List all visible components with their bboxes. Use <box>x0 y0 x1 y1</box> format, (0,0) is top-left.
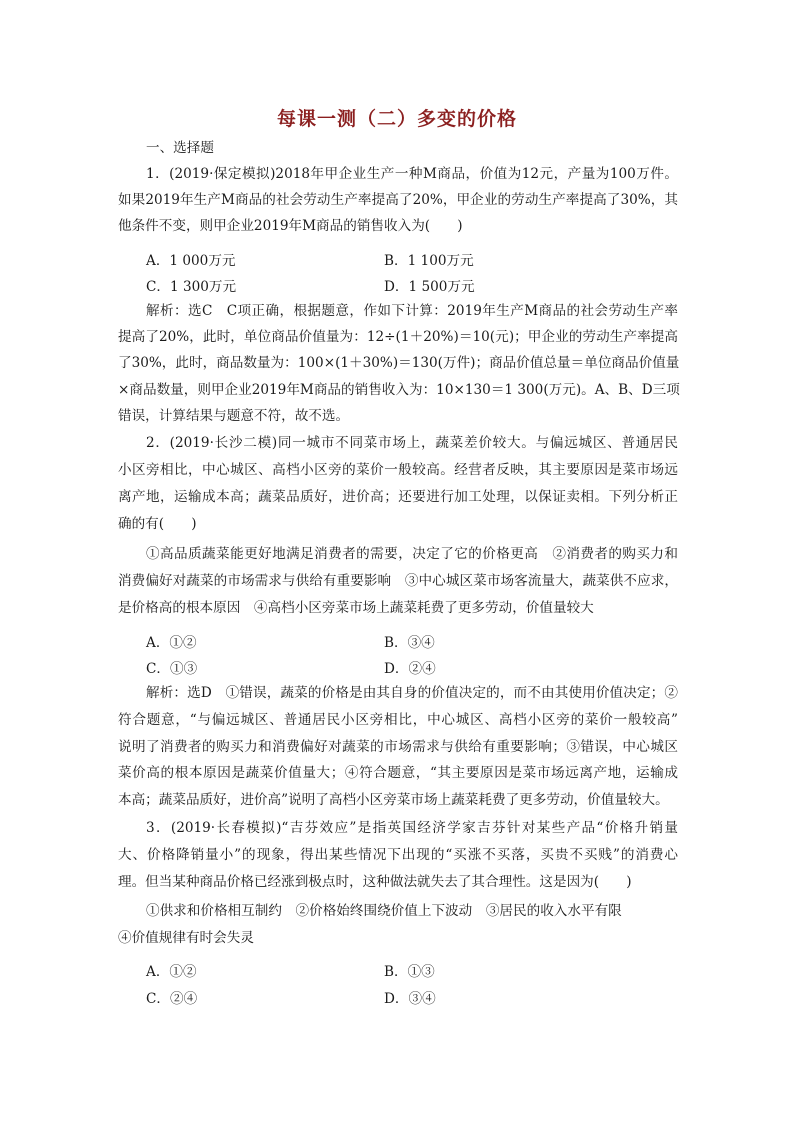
q2-analysis-line: 本高；蔬菜品质好，进价高”说明了高档小区旁菜市场上蔬菜耗费了更多劳动，价值量较大。 <box>118 792 669 808</box>
q2-stem-line: 2．(2019·长沙二模)同一城市不同菜市场上，蔬菜差价较大。与偏远城区、普通居民 <box>146 435 678 451</box>
q2-analysis-line: 菜价高的根本原因是蔬菜价值量大；④符合题意，“其主要原因是菜市场远离产地，运输成 <box>118 765 678 781</box>
q2-analysis-line: 解析：选D ①错误，蔬菜的价格是由其自身的价值决定的，而不由其使用价值决定；② <box>146 685 678 701</box>
q3-option-a: A．①② <box>146 964 197 980</box>
q2-stem-line: 确的有( ) <box>118 516 197 532</box>
q3-stem-line: 理。但当某种商品价格已经涨到极点时，这种做法就失去了其合理性。这是因为( ) <box>118 874 632 890</box>
q1-analysis-line: 提高了20%，此时，单位商品价值量为：12÷(1＋20%)＝10(元)；甲企业的劳动生产率提高 <box>118 329 678 345</box>
q1-analysis-line: 了30%，此时，商品数量为：100×(1＋30%)＝130(万件)；商品价值总量＝单位商品价值量 <box>118 355 680 371</box>
q1-analysis-line: 解析：选C C项正确，根据题意，作如下计算：2019年生产M商品的社会劳动生产率 <box>146 303 678 319</box>
section-heading: 一、选择题 <box>146 140 214 156</box>
q2-option-b: B．③④ <box>384 635 435 651</box>
q3-option-d: D．③④ <box>384 991 436 1007</box>
q1-option-b: B．1 100万元 <box>384 253 474 269</box>
q3-stem-line: 大、价格降销量小”的现象，得出某些情况下出现的“买涨不买落，买贵不买贱”的消费心 <box>118 847 678 863</box>
q2-stem-line: 离产地，运输成本高；蔬菜品质好，进价高；还要进行加工处理，以保证卖相。下列分析正 <box>118 489 678 505</box>
q2-statement-line: 消费偏好对蔬菜的市场需求与供给有重要影响 ③中心城区菜市场客流量大，蔬菜供不应求， <box>118 573 678 589</box>
q2-option-a: A．①② <box>146 635 197 651</box>
q3-option-c: C．②④ <box>146 991 198 1007</box>
q1-stem-line: 如果2019年生产M商品的社会劳动生产率提高了20%，甲企业的劳动生产率提高了30%，其 <box>118 192 678 208</box>
q2-statement-line: ①高品质蔬菜能更好地满足消费者的需要，决定了它的价格更高 ②消费者的购买力和 <box>146 546 678 562</box>
q1-option-a: A．1 000万元 <box>146 253 236 269</box>
q2-statement-line: 是价格高的根本原因 ④高档小区旁菜市场上蔬菜耗费了更多劳动，价值量较大 <box>118 600 594 616</box>
q3-statement-line: ④价值规律有时会失灵 <box>118 930 254 946</box>
q1-option-c: C．1 300万元 <box>146 279 237 295</box>
q2-analysis-line: 符合题意，“与偏远城区、普通居民小区旁相比，中心城区、高档小区旁的菜价一般较高” <box>118 712 678 728</box>
q3-statement-line: ①供求和价格相互制约 ②价格始终围绕价值上下波动 ③居民的收入水平有限 <box>146 903 622 919</box>
q1-analysis-line: 错误，计算结果与题意不符，故不选。 <box>118 408 350 424</box>
q1-option-d: D．1 500万元 <box>384 279 475 295</box>
q2-analysis-line: 说明了消费者的购买力和消费偏好对蔬菜的市场需求与供给有重要影响；③错误，中心城区 <box>118 739 678 755</box>
q3-stem-line: 3．(2019·长春模拟)“吉芬效应”是指英国经济学家吉芬针对某些产品“价格升销量 <box>146 820 678 836</box>
q1-analysis-line: ×商品数量，则甲企业2019年M商品的销售收入为：10×130＝1 300(万元)。A、B、D三项 <box>118 382 680 398</box>
q2-stem-line: 小区旁相比，中心城区、高档小区旁的菜价一般较高。经营者反映，其主要原因是菜市场远 <box>118 462 678 478</box>
q2-option-d: D．②④ <box>384 661 436 677</box>
q1-stem-line: 1．(2019·保定模拟)2018年甲企业生产一种M商品，价值为12元，产量为100万件。 <box>146 166 678 182</box>
q1-stem-line: 他条件不变，则甲企业2019年M商品的销售收入为( ) <box>118 218 463 234</box>
page-title: 每课一测（二）多变的价格 <box>276 108 517 130</box>
q2-option-c: C．①③ <box>146 661 198 677</box>
q3-option-b: B．①③ <box>384 964 435 980</box>
